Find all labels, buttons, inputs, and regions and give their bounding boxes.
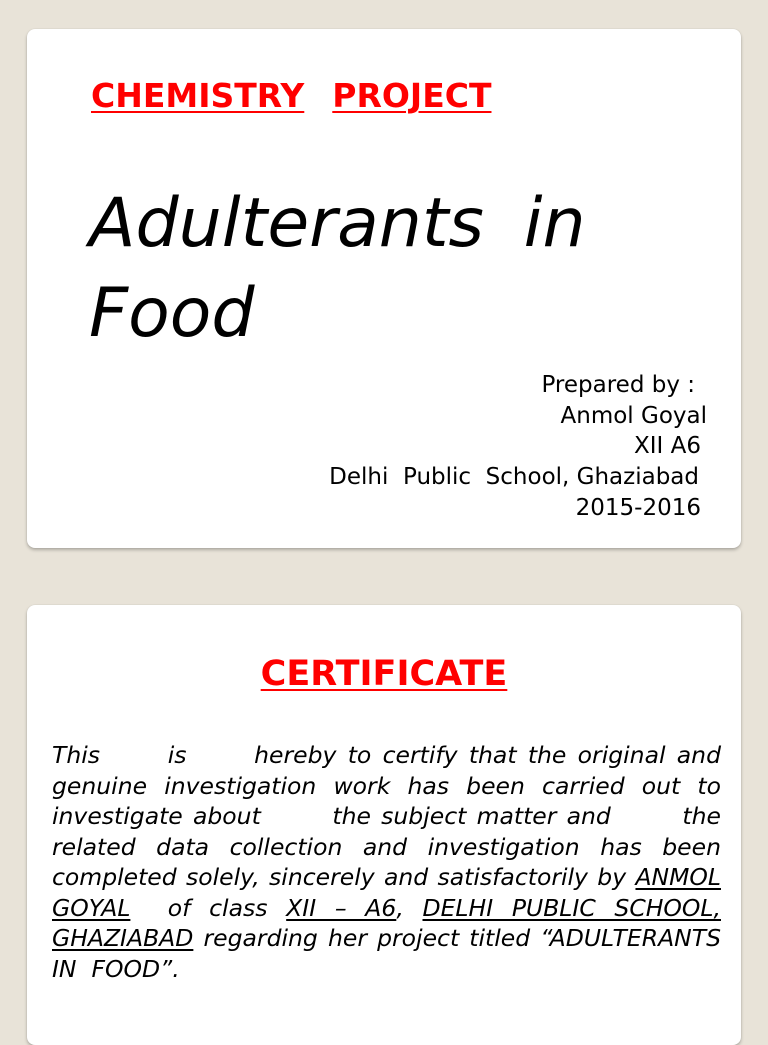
heading-word-project: PROJECT	[332, 76, 492, 115]
certificate-text-part1: This is hereby to certify that the original and genuine investigation work has been carried out to investigate about the subject matter and the related data collection and investigation has been completed solely, sincerely and satisfactorily by	[52, 741, 729, 891]
certificate-body	[52, 740, 736, 984]
school-name: DELHI PUBLIC SCHOOL, GHAZIABAD	[52, 893, 721, 952]
title-slide	[27, 29, 741, 548]
certificate-heading	[27, 655, 741, 694]
certificate-heading-text: CERTIFICATE	[260, 654, 508, 694]
prepared-by-block	[329, 370, 707, 524]
school-line: Delhi Public School, Ghaziabad	[329, 464, 699, 491]
class-name: XII A6	[633, 433, 701, 460]
project-heading	[91, 76, 505, 115]
prepared-by-label: Prepared by :	[541, 372, 695, 398]
certificate-text-part2: of class	[130, 893, 287, 922]
heading-word-chemistry: CHEMISTRY	[91, 76, 305, 115]
session-year: 2015-2016	[575, 494, 701, 521]
author-name: Anmol Goyal	[560, 402, 707, 429]
certificate-text-part4: regarding her project titled “ADULTERANTS IN FOOD”.	[52, 924, 736, 983]
main-title: Adulterants in Food	[89, 184, 586, 353]
student-class: XII – A6	[286, 893, 397, 922]
student-name: ANMOL GOYAL	[52, 863, 721, 922]
certificate-text-part3: ,	[396, 893, 423, 922]
certificate-slide	[27, 605, 741, 1045]
